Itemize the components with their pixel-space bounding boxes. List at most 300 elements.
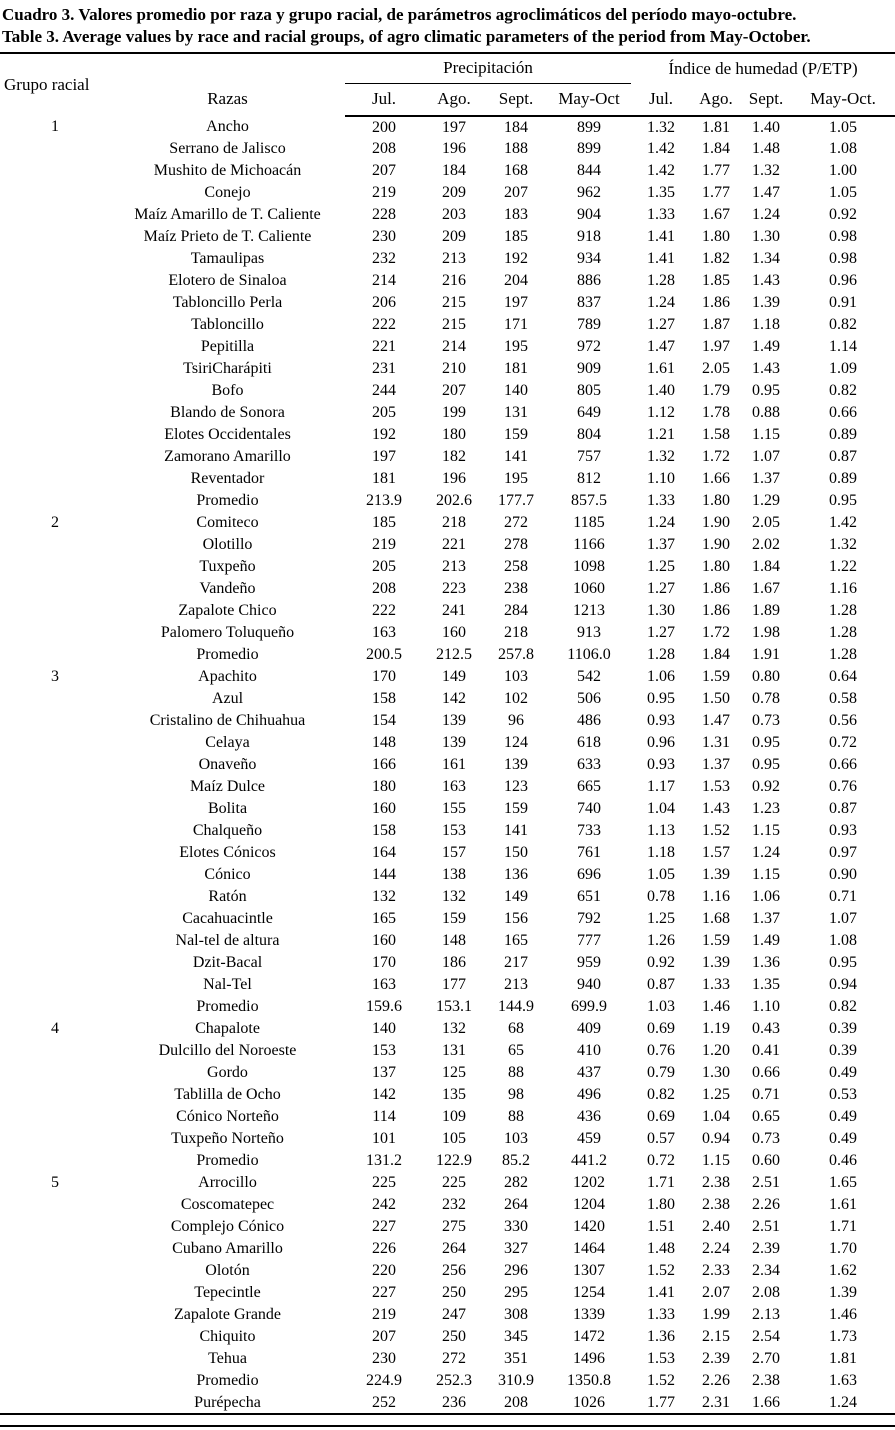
value-cell: 310.9 <box>498 1372 534 1389</box>
table-row <box>0 204 895 226</box>
value-cell: 1.27 <box>647 316 676 333</box>
table-row <box>0 776 895 798</box>
value-cell: 1.86 <box>702 294 731 311</box>
value-cell: 219 <box>372 1306 396 1323</box>
value-cell: 1106.0 <box>567 646 611 663</box>
value-cell: 218 <box>442 514 466 531</box>
col-header-razas: Razas <box>207 89 248 108</box>
value-cell: 1.47 <box>702 712 731 729</box>
value-cell: 207 <box>504 184 528 201</box>
group-number <box>0 1150 110 1172</box>
value-cell: 0.73 <box>752 1130 781 1147</box>
value-cell: 2.13 <box>752 1306 781 1323</box>
value-cell: 1.18 <box>647 844 676 861</box>
value-cell: 0.46 <box>829 1152 858 1169</box>
value-cell: 459 <box>577 1130 601 1147</box>
value-cell: 1.08 <box>829 932 858 949</box>
value-cell: 2.08 <box>752 1284 781 1301</box>
value-cell: 1.42 <box>647 140 676 157</box>
table-row <box>0 1282 895 1304</box>
value-cell: 1.90 <box>702 536 731 553</box>
value-cell: 1.87 <box>702 316 731 333</box>
value-cell: 1.80 <box>647 1196 676 1213</box>
table-row <box>0 1348 895 1370</box>
value-cell: 0.69 <box>647 1020 676 1037</box>
value-cell: 0.89 <box>829 426 858 443</box>
col-group-indice-humedad: Índice de humedad (P/ETP) <box>668 58 858 78</box>
value-cell: 102 <box>504 690 528 707</box>
table-row <box>0 424 895 446</box>
value-cell: 934 <box>577 250 601 267</box>
value-cell: 208 <box>372 140 396 157</box>
value-cell: 1.35 <box>647 184 676 201</box>
table-row <box>0 138 895 160</box>
value-cell: 0.73 <box>752 712 781 729</box>
value-cell: 219 <box>372 184 396 201</box>
table-row <box>0 600 895 622</box>
group-number <box>0 556 110 578</box>
group-number <box>0 1040 110 1062</box>
value-cell: 180 <box>372 778 396 795</box>
value-cell: 2.38 <box>702 1196 731 1213</box>
value-cell: 159 <box>504 800 528 817</box>
value-cell: 284 <box>504 602 528 619</box>
value-cell: 1.25 <box>647 910 676 927</box>
value-cell: 1.32 <box>647 448 676 465</box>
value-cell: 1.50 <box>702 690 731 707</box>
race-name: Olotón <box>205 1262 250 1279</box>
value-cell: 633 <box>577 756 601 773</box>
race-name: Chiquito <box>199 1328 256 1345</box>
value-cell: 0.82 <box>829 998 858 1015</box>
value-cell: 805 <box>577 382 601 399</box>
value-cell: 1420 <box>573 1218 605 1235</box>
value-cell: 0.93 <box>829 822 858 839</box>
race-name: Gordo <box>207 1064 248 1081</box>
table-row <box>0 798 895 820</box>
value-cell: 904 <box>577 206 601 223</box>
race-name: Tuxpeño Norteño <box>171 1130 284 1147</box>
table-row <box>0 864 895 886</box>
value-cell: 0.95 <box>752 734 781 751</box>
value-cell: 1.36 <box>752 954 781 971</box>
value-cell: 137 <box>372 1064 396 1081</box>
value-cell: 1.28 <box>829 646 858 663</box>
race-name: Zapalote Chico <box>178 602 277 619</box>
value-cell: 180 <box>442 426 466 443</box>
value-cell: 0.66 <box>829 756 858 773</box>
group-number <box>0 336 110 358</box>
table-row <box>0 1106 895 1128</box>
race-name: Ancho <box>206 118 249 135</box>
table-title-english: Table 3. Average values by race and racial groups, of agro climatic parameters of the period from May-October. <box>2 27 811 46</box>
value-cell: 1.91 <box>752 646 781 663</box>
value-cell: 123 <box>504 778 528 795</box>
col-header-indice-ago: Ago. <box>691 83 741 116</box>
table-row <box>0 1326 895 1348</box>
value-cell: 1.68 <box>702 910 731 927</box>
value-cell: 1.73 <box>829 1328 858 1345</box>
table-row <box>0 710 895 732</box>
table-row <box>0 1194 895 1216</box>
race-name: Vandeño <box>199 580 256 597</box>
value-cell: 207 <box>442 382 466 399</box>
value-cell: 216 <box>442 272 466 289</box>
value-cell: 1.43 <box>752 272 781 289</box>
table-row <box>0 666 895 688</box>
value-cell: 204 <box>504 272 528 289</box>
value-cell: 132 <box>372 888 396 905</box>
value-cell: 1.28 <box>647 272 676 289</box>
group-number <box>0 710 110 732</box>
value-cell: 0.58 <box>829 690 858 707</box>
value-cell: 2.39 <box>702 1350 731 1367</box>
value-cell: 0.49 <box>829 1064 858 1081</box>
value-cell: 0.49 <box>829 1108 858 1125</box>
value-cell: 203 <box>442 206 466 223</box>
value-cell: 1.13 <box>647 822 676 839</box>
value-cell: 196 <box>442 140 466 157</box>
group-number <box>0 842 110 864</box>
value-cell: 1350.8 <box>567 1372 611 1389</box>
value-cell: 1.15 <box>702 1152 731 1169</box>
table-row <box>0 1062 895 1084</box>
value-cell: 1.03 <box>647 998 676 1015</box>
value-cell: 1.61 <box>647 360 676 377</box>
value-cell: 1.39 <box>752 294 781 311</box>
value-cell: 1.62 <box>829 1262 858 1279</box>
value-cell: 1.48 <box>752 140 781 157</box>
value-cell: 436 <box>577 1108 601 1125</box>
value-cell: 649 <box>577 404 601 421</box>
value-cell: 1.42 <box>647 162 676 179</box>
value-cell: 1.15 <box>752 822 781 839</box>
value-cell: 210 <box>442 360 466 377</box>
group-number <box>0 270 110 292</box>
value-cell: 131 <box>504 404 528 421</box>
value-cell: 148 <box>442 932 466 949</box>
value-cell: 141 <box>504 822 528 839</box>
value-cell: 139 <box>504 756 528 773</box>
race-name: Maíz Amarillo de T. Caliente <box>134 206 321 223</box>
table-row <box>0 688 895 710</box>
value-cell: 792 <box>577 910 601 927</box>
value-cell: 1.82 <box>702 250 731 267</box>
value-cell: 0.98 <box>829 228 858 245</box>
value-cell: 195 <box>504 470 528 487</box>
value-cell: 0.72 <box>829 734 858 751</box>
average-row-label: Promedio <box>196 1372 259 1389</box>
table-row <box>0 1304 895 1326</box>
table-row <box>0 886 895 908</box>
value-cell: 96 <box>508 712 524 729</box>
value-cell: 212.5 <box>436 646 472 663</box>
value-cell: 0.78 <box>752 690 781 707</box>
value-cell: 0.95 <box>647 690 676 707</box>
value-cell: 296 <box>504 1262 528 1279</box>
value-cell: 160 <box>372 932 396 949</box>
value-cell: 1.53 <box>647 1350 676 1367</box>
value-cell: 295 <box>504 1284 528 1301</box>
value-cell: 940 <box>577 976 601 993</box>
table-row <box>0 468 895 490</box>
group-number <box>0 490 110 512</box>
value-cell: 1.49 <box>752 338 781 355</box>
group-number <box>0 1062 110 1084</box>
value-cell: 1.23 <box>752 800 781 817</box>
value-cell: 165 <box>372 910 396 927</box>
value-cell: 0.71 <box>829 888 858 905</box>
race-name: Pepitilla <box>200 338 255 355</box>
col-header-precip-mayoct: May-Oct <box>547 83 631 116</box>
value-cell: 184 <box>442 162 466 179</box>
table-row <box>0 380 895 402</box>
value-cell: 65 <box>508 1042 524 1059</box>
value-cell: 1213 <box>573 602 605 619</box>
table-row <box>0 556 895 578</box>
value-cell: 238 <box>504 580 528 597</box>
group-number <box>0 160 110 182</box>
table-header <box>0 53 895 116</box>
value-cell: 0.89 <box>829 470 858 487</box>
race-name: Maíz Prieto de T. Caliente <box>143 228 312 245</box>
group-number <box>0 226 110 248</box>
value-cell: 1.79 <box>702 382 731 399</box>
value-cell: 1.72 <box>702 624 731 641</box>
value-cell: 959 <box>577 954 601 971</box>
group-number <box>0 1304 110 1326</box>
value-cell: 1.66 <box>702 470 731 487</box>
race-name: Tehua <box>208 1350 247 1367</box>
value-cell: 1.99 <box>702 1306 731 1323</box>
value-cell: 1.33 <box>647 1306 676 1323</box>
value-cell: 1.42 <box>829 514 858 531</box>
value-cell: 1.80 <box>702 228 731 245</box>
value-cell: 1.04 <box>702 1108 731 1125</box>
value-cell: 215 <box>442 316 466 333</box>
table-row <box>0 446 895 468</box>
value-cell: 154 <box>372 712 396 729</box>
value-cell: 1.36 <box>647 1328 676 1345</box>
value-cell: 1.06 <box>647 668 676 685</box>
col-header-precip-sept: Sept. <box>485 83 547 116</box>
group-number: 5 <box>51 1174 59 1191</box>
average-row-label: Promedio <box>196 646 259 663</box>
value-cell: 1.27 <box>647 580 676 597</box>
race-name: TsiriCharápiti <box>183 360 272 377</box>
value-cell: 208 <box>504 1393 528 1411</box>
value-cell: 909 <box>577 360 601 377</box>
value-cell: 196 <box>442 470 466 487</box>
value-cell: 0.39 <box>829 1020 858 1037</box>
value-cell: 182 <box>442 448 466 465</box>
value-cell: 1.89 <box>752 602 781 619</box>
group-number <box>0 1128 110 1150</box>
table-row <box>0 820 895 842</box>
group-number <box>0 468 110 490</box>
value-cell: 1.46 <box>829 1306 858 1323</box>
value-cell: 1.70 <box>829 1240 858 1257</box>
value-cell: 1.39 <box>829 1284 858 1301</box>
group-number <box>0 380 110 402</box>
race-name: Zapalote Grande <box>173 1306 282 1323</box>
value-cell: 221 <box>372 338 396 355</box>
race-name: Olotillo <box>202 536 253 553</box>
race-name: Tuxpeño <box>199 558 256 575</box>
group-number <box>0 1326 110 1348</box>
value-cell: 1.21 <box>647 426 676 443</box>
group-number <box>0 622 110 644</box>
value-cell: 0.92 <box>752 778 781 795</box>
value-cell: 0.79 <box>647 1064 676 1081</box>
value-cell: 227 <box>372 1284 396 1301</box>
value-cell: 1.28 <box>647 646 676 663</box>
value-cell: 1.07 <box>752 448 781 465</box>
group-number: 2 <box>51 514 59 531</box>
value-cell: 2.70 <box>752 1350 781 1367</box>
race-name: Bolita <box>207 800 248 817</box>
group-number <box>0 1282 110 1304</box>
value-cell: 1098 <box>573 558 605 575</box>
value-cell: 918 <box>577 228 601 245</box>
value-cell: 886 <box>577 272 601 289</box>
group-number <box>0 1392 110 1414</box>
value-cell: 144 <box>372 866 396 883</box>
value-cell: 2.05 <box>702 360 731 377</box>
value-cell: 0.66 <box>752 1064 781 1081</box>
value-cell: 0.94 <box>829 976 858 993</box>
value-cell: 192 <box>504 250 528 267</box>
group-number <box>0 644 110 666</box>
value-cell: 2.26 <box>752 1196 781 1213</box>
value-cell: 1.32 <box>829 536 858 553</box>
value-cell: 208 <box>372 580 396 597</box>
value-cell: 224.9 <box>366 1372 402 1389</box>
value-cell: 244 <box>372 382 396 399</box>
group-number <box>0 292 110 314</box>
value-cell: 0.92 <box>647 954 676 971</box>
table-row <box>0 1084 895 1106</box>
value-cell: 437 <box>577 1064 601 1081</box>
group-number <box>0 908 110 930</box>
value-cell: 1.24 <box>647 514 676 531</box>
value-cell: 542 <box>577 668 601 685</box>
value-cell: 2.38 <box>752 1372 781 1389</box>
group-number <box>0 798 110 820</box>
group-number <box>0 424 110 446</box>
value-cell: 1.86 <box>702 580 731 597</box>
value-cell: 1.59 <box>702 932 731 949</box>
value-cell: 2.07 <box>702 1284 731 1301</box>
value-cell: 1.77 <box>702 162 731 179</box>
race-name: Blando de Sonora <box>170 404 285 421</box>
value-cell: 131.2 <box>366 1152 402 1169</box>
race-name: Nal-tel de altura <box>175 932 280 949</box>
group-number <box>0 820 110 842</box>
value-cell: 1.77 <box>702 184 731 201</box>
race-name: Azul <box>211 690 244 707</box>
value-cell: 1339 <box>573 1306 605 1323</box>
value-cell: 184 <box>504 118 528 136</box>
value-cell: 140 <box>504 382 528 399</box>
value-cell: 114 <box>372 1108 396 1125</box>
value-cell: 215 <box>442 294 466 311</box>
value-cell: 1.59 <box>702 668 731 685</box>
value-cell: 256 <box>442 1262 466 1279</box>
value-cell: 153 <box>442 822 466 839</box>
value-cell: 1.61 <box>829 1196 858 1213</box>
value-cell: 345 <box>504 1328 528 1345</box>
value-cell: 1.72 <box>702 448 731 465</box>
value-cell: 1.47 <box>752 184 781 201</box>
table-row <box>0 1370 895 1392</box>
value-cell: 740 <box>577 800 601 817</box>
table-row <box>0 1260 895 1282</box>
value-cell: 857.5 <box>571 492 607 509</box>
value-cell: 188 <box>504 140 528 157</box>
value-cell: 1.57 <box>702 844 731 861</box>
value-cell: 207 <box>372 162 396 179</box>
value-cell: 0.49 <box>829 1130 858 1147</box>
value-cell: 733 <box>577 822 601 839</box>
value-cell: 0.93 <box>647 712 676 729</box>
table-row <box>0 402 895 424</box>
header-row-spanning <box>0 53 895 83</box>
value-cell: 2.26 <box>702 1372 731 1389</box>
table-row <box>0 754 895 776</box>
table-row <box>0 182 895 204</box>
group-number <box>0 754 110 776</box>
value-cell: 651 <box>577 888 601 905</box>
table-row <box>0 1150 895 1172</box>
value-cell: 109 <box>442 1108 466 1125</box>
value-cell: 1.25 <box>647 558 676 575</box>
value-cell: 159 <box>504 426 528 443</box>
value-cell: 177.7 <box>498 492 534 509</box>
value-cell: 1.97 <box>702 338 731 355</box>
value-cell: 1.29 <box>752 492 781 509</box>
average-row-label: Promedio <box>196 998 259 1015</box>
value-cell: 185 <box>504 228 528 245</box>
race-name: Onaveño <box>198 756 257 773</box>
race-name: Cristalino de Chihuahua <box>149 712 306 729</box>
value-cell: 163 <box>372 624 396 641</box>
value-cell: 160 <box>442 624 466 641</box>
value-cell: 88 <box>508 1064 524 1081</box>
race-name: Cubano Amarillo <box>172 1240 283 1257</box>
value-cell: 1.35 <box>752 976 781 993</box>
table-row <box>0 116 895 138</box>
value-cell: 441.2 <box>571 1152 607 1169</box>
value-cell: 1.53 <box>702 778 731 795</box>
value-cell: 199 <box>442 404 466 421</box>
value-cell: 85.2 <box>502 1152 530 1169</box>
value-cell: 1.84 <box>702 646 731 663</box>
race-name: Conejo <box>204 184 251 201</box>
table-row <box>0 336 895 358</box>
value-cell: 1.31 <box>702 734 731 751</box>
race-name: Dzit-Bacal <box>192 954 263 971</box>
value-cell: 158 <box>372 822 396 839</box>
value-cell: 1.40 <box>752 118 781 136</box>
value-cell: 252 <box>372 1393 396 1411</box>
value-cell: 0.53 <box>829 1086 858 1103</box>
value-cell: 1.19 <box>702 1020 731 1037</box>
value-cell: 1.85 <box>702 272 731 289</box>
group-number <box>0 952 110 974</box>
value-cell: 2.38 <box>702 1174 731 1191</box>
value-cell: 0.57 <box>647 1130 676 1147</box>
